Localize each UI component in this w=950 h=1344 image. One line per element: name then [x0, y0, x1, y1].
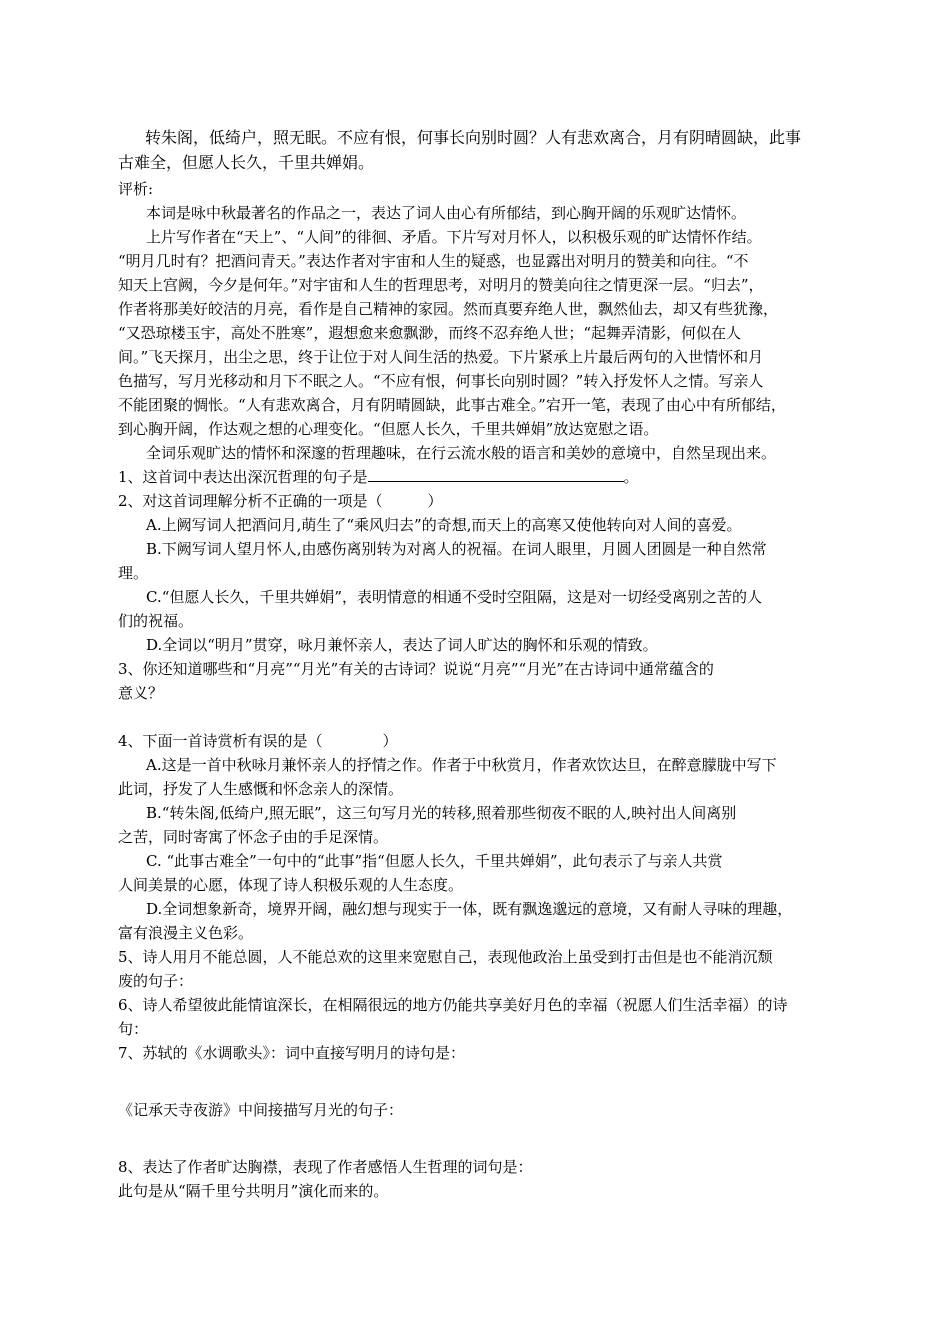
option-2c-cont: 们的祝福。 [118, 612, 194, 630]
analysis-line: 本词是咏中秋最著名的作品之一，表达了词人由心有所郁结，到心胸开阔的乐观旷达情怀。 [146, 204, 747, 222]
question-2-stem: 2、对这首词理解分析不正确的一项是（ ） [118, 492, 443, 510]
analysis-line: 间。”飞天探月，出尘之思，终于让位于对人间生活的热爱。下片紧承上片最后两句的入世情怀和月 [118, 348, 764, 366]
poem-line-1: 转朱阁，低绮户，照无眠。不应有恨，何事长向别时圆？人有悲欢离合，月有阴晴圆缺，此事 [145, 128, 802, 147]
question-6: 6、诗人希望彼此能情谊深长，在相隔很远的地方仍能共享美好月色的幸福（祝愿人们生活幸福）的诗 [118, 996, 788, 1014]
question-1 [118, 465, 639, 489]
analysis-line: 上片写作者在“天上”、“人间”的徘徊、矛盾。下片写对月怀人，以积极乐观的旷达情怀作结。 [146, 228, 762, 246]
question-8-note: 此句是从“隔千里兮共明月”演化而来的。 [118, 1182, 389, 1200]
option-4b-cont: 之苦，同时寄寓了怀念子由的手足深情。 [118, 828, 389, 846]
poem-line-2: 古难全，但愿人长久，千里共婵娟。 [118, 153, 375, 172]
option-4c-cont: 人间美景的心愿，体现了诗人积极乐观的人生态度。 [118, 876, 464, 894]
question-6-cont: 句： [118, 1020, 149, 1038]
question-8: 8、表达了作者旷达胸襟，表现了作者感悟人生哲理的词句是： [118, 1158, 533, 1176]
option-4d-cont: 富有浪漫主义色彩。 [118, 924, 254, 942]
answer-blank[interactable] [368, 467, 624, 482]
analysis-line: 知天上宫阙，今夕是何年。”对宇宙和人生的哲理思考，对明月的赞美向往之情更深一层。“归去”， [118, 276, 764, 294]
option-2b-cont: 理。 [118, 564, 149, 582]
question-1-text: 1、这首词中表达出深沉哲理的句子是 [118, 468, 368, 486]
question-7-part-2: 《记承天寺夜游》中间接描写月光的句子： [118, 1101, 404, 1119]
question-5: 5、诗人用月不能总圆，人不能总欢的这里来宽慰自己，表现他政治上虽受到打击但是也不能消沉颓 [118, 948, 773, 966]
analysis-line: “明月几时有？把酒问青天。”表达作者对宇宙和人生的疑惑，也显露出对明月的赞美和向往。“不 [118, 252, 749, 270]
question-3-cont: 意义？ [118, 684, 164, 702]
option-2d: D.全词以“明月”贯穿，咏月兼怀亲人，表达了词人旷达的胸怀和乐观的情致。 [146, 636, 658, 654]
question-4-stem: 4、下面一首诗赏析有误的是（ ） [118, 732, 398, 750]
analysis-line: 色描写，写月光移动和月下不眠之人。“不应有恨，何事长向别时圆？”转入抒发怀人之情。写亲人 [118, 372, 764, 390]
analysis-line: 作者将那美好皎洁的月亮，看作是自己精神的家园。然而真要弃绝人世，飘然仙去，却又有些犹豫， [118, 300, 779, 318]
option-4d: D.全词想象新奇，境界开阔，融幻想与现实于一体，既有飘逸邈远的意境，又有耐人寻味的理趣， [146, 900, 793, 918]
question-7: 7、苏轼的《水调歌头》：词中直接写明月的诗句是： [118, 1044, 466, 1062]
option-2a: A.上阙写词人把酒问月,萌生了“乘风归去”的奇想,而天上的高寒又使他转向对人间的喜爱。 [146, 516, 742, 534]
analysis-line: 到心胸开阔，作达观之想的心理变化。“但愿人长久，千里共婵娟”放达宽慰之语。 [118, 420, 659, 438]
option-4b: B.“转朱阁,低绮户,照无眠”，这三句写月光的转移,照着那些彻夜不眠的人,映衬出人间离别 [146, 804, 737, 822]
option-4a-cont: 此词，抒发了人生感慨和怀念亲人的深情。 [118, 780, 404, 798]
analysis-line: “又恐琼楼玉宇，高处不胜寒”，遐想愈来愈飘渺，而终不忍弃绝人世；“起舞弄清影，何似在人 [118, 324, 742, 342]
option-2c: C.“但愿人长久，千里共婵娟”，表明情意的相通不受时空阻隔，这是对一切经受离别之苦的人 [146, 588, 763, 606]
analysis-line: 不能团聚的惆怅。“人有悲欢离合，月有阴晴圆缺，此事古难全。”宕开一笔，表现了由心中有所郁结， [118, 396, 786, 414]
option-4c: C. “此事古难全”一句中的“此事”指“但愿人长久，千里共婵娟”，此句表示了与亲人共赏 [146, 852, 723, 870]
analysis-label: 评析: [118, 180, 154, 198]
question-3: 3、你还知道哪些和“月亮”“月光”有关的古诗词？说说“月亮”“月光”在古诗词中通常蕴含的 [118, 660, 714, 678]
question-5-cont: 废的句子： [118, 972, 194, 990]
option-2b: B.下阙写词人望月怀人,由感伤离别转为对离人的祝福。在词人眼里，月圆人团圆是一种自然常 [146, 540, 767, 558]
question-1-end: 。 [623, 468, 639, 486]
option-4a: A.这是一首中秋咏月兼怀亲人的抒情之作。作者于中秋赏月，作者欢饮达旦，在醉意朦胧中写下 [146, 756, 777, 774]
analysis-line: 全词乐观旷达的情怀和深邃的哲理趣味，在行云流水般的语言和美妙的意境中，自然呈现出来。 [146, 444, 777, 462]
